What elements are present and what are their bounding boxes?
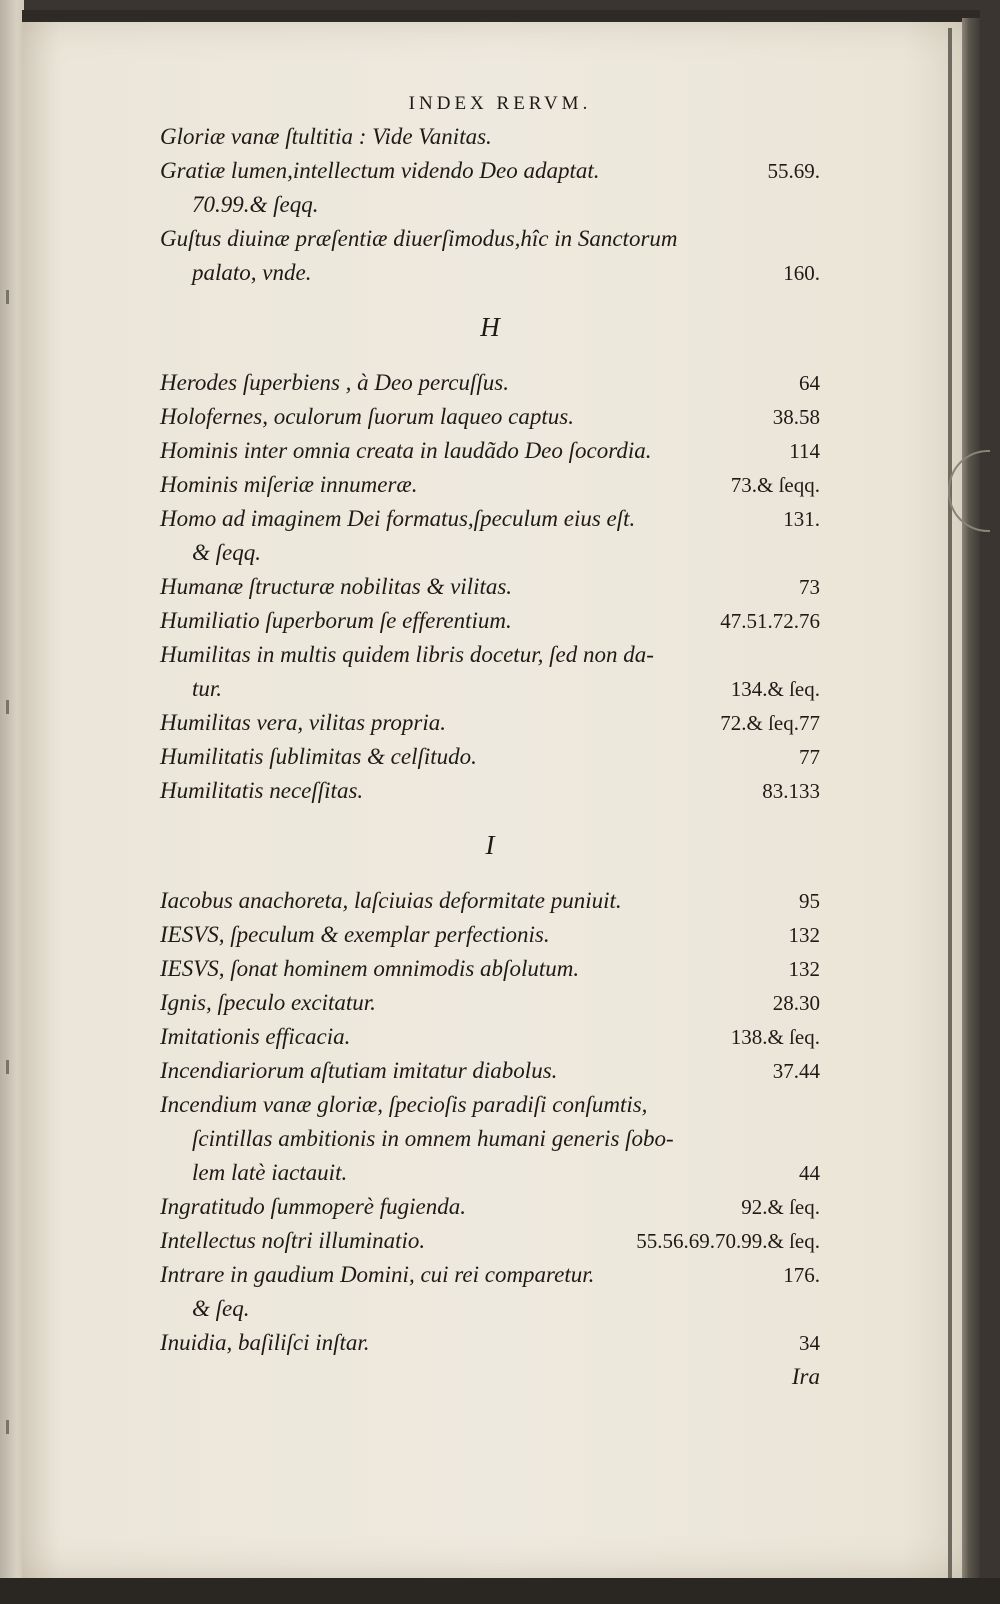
entry-term: Homo ad imaginem Dei formatus,ſpeculum eius eſt.: [160, 506, 636, 531]
index-entry: [160, 1224, 820, 1258]
index-text: [160, 88, 820, 1394]
edge-mark: [6, 290, 9, 304]
index-entry: [160, 154, 820, 222]
entry-pages: 47.51.72.76: [720, 609, 820, 633]
index-entry: [160, 740, 820, 774]
entry-term: Iacobus anachoreta, laſciuias deformitate puniuit.: [160, 888, 622, 913]
right-margin-line: [948, 28, 952, 1588]
entry-pages: 28.30: [772, 991, 820, 1015]
entry-pages: 92.& ſeq.: [741, 1195, 820, 1219]
entry-pages: 138.& ſeq.: [730, 1025, 820, 1049]
entry-term: Incendium vanæ gloriæ, ſpecioſis paradiſi conſumtis,: [160, 1092, 648, 1117]
entry-term: Incendiariorum aſtutiam imitatur diabolus.: [160, 1058, 558, 1083]
index-entry: [160, 638, 820, 706]
section-letter-i: I: [485, 830, 495, 860]
entry-pages: 72.& ſeq.77: [720, 711, 820, 735]
edge-mark: [6, 700, 9, 714]
entry-term: Inuidia, baſiliſci inſtar.: [160, 1330, 370, 1355]
entry-pages: 55.56.69.70.99.& ſeq.: [636, 1229, 820, 1253]
entry-term: Guſtus diuinæ præſentiæ diuerſimodus,hîc in Sanctorum: [160, 226, 678, 251]
index-entry: [160, 1258, 820, 1326]
entry-term: Hominis inter omnia creata in laudãdo Deo ſocordia.: [160, 438, 652, 463]
index-entry: [160, 468, 820, 502]
entry-term: Hominis miſeriæ innumeræ.: [160, 472, 418, 497]
index-entry: [160, 366, 820, 400]
edge-mark: [6, 1060, 9, 1074]
entry-pages: 132: [788, 923, 820, 947]
entry-term: Ingratitudo ſummoperè fugienda.: [160, 1194, 466, 1219]
entry-pages: 114: [789, 439, 820, 463]
entry-term: Humilitas in multis quidem libris docetur, ſed non da-: [160, 642, 654, 667]
entry-term: Intrare in gaudium Domini, cui rei comparetur.: [160, 1262, 595, 1287]
entry-term: Gratiæ lumen,intellectum videndo Deo adaptat.: [160, 158, 600, 183]
entry-term: IESVS, ſonat hominem omnimodis abſolutum.: [160, 956, 580, 981]
index-entry: [160, 1054, 820, 1088]
index-entry: [160, 434, 820, 468]
entry-term: Humiliatio ſuperborum ſe efferentium.: [160, 608, 512, 633]
entry-term: Humilitatis ſublimitas & celſitudo.: [160, 744, 477, 769]
entry-continuation: & ſeq.: [192, 1296, 250, 1321]
entry-continuation: palato, vnde.: [192, 260, 312, 285]
entry-pages: 134.& ſeq.: [730, 677, 820, 701]
index-entry: [160, 706, 820, 740]
entry-term: IESVS, ſpeculum & exemplar perfectionis.: [160, 922, 550, 947]
book-gutter: [0, 0, 24, 1604]
entry-pages: 38.58: [772, 405, 820, 429]
entry-pages: 77: [799, 745, 820, 769]
entry-continuation: 70.99.& ſeqq.: [192, 192, 319, 217]
entry-continuation: lem latè iactauit.: [192, 1160, 348, 1185]
entry-term: Ignis, ſpeculo excitatur.: [160, 990, 376, 1015]
index-entry: [160, 1020, 820, 1054]
entry-pages: 73.& ſeqq.: [730, 473, 820, 497]
index-entry: [160, 400, 820, 434]
entry-pages: 83.133: [762, 779, 820, 803]
entry-pages: 37.44: [772, 1059, 820, 1083]
entry-pages: 64: [799, 371, 820, 395]
entry-pages: 95: [799, 889, 820, 913]
entry-term: Intellectus noſtri illuminatio.: [160, 1228, 426, 1253]
bottom-edge: [0, 1578, 1000, 1604]
index-entry: [160, 918, 820, 952]
index-entry: [160, 884, 820, 918]
index-entry: [160, 222, 820, 290]
index-entry: [160, 774, 820, 808]
entry-pages: 160.: [783, 261, 820, 285]
index-entry: [160, 986, 820, 1020]
index-entry: [160, 120, 820, 154]
index-entry: [160, 1190, 820, 1224]
entry-pages: 176.: [783, 1263, 820, 1287]
section-letter-h: H: [480, 312, 500, 342]
entry-term: Herodes ſuperbiens , à Deo percuſſus.: [160, 370, 509, 395]
entry-term: Gloriæ vanæ ſtultitia : Vide Vanitas.: [160, 124, 492, 149]
entry-pages: 131.: [783, 507, 820, 531]
entry-term: Humilitatis neceſſitas.: [160, 778, 364, 803]
edge-mark: [6, 1420, 9, 1434]
entry-term: Holofernes, oculorum ſuorum laqueo captus.: [160, 404, 574, 429]
entry-pages: 34: [799, 1331, 820, 1355]
entry-term: Humanæ ſtructuræ nobilitas & vilitas.: [160, 574, 513, 599]
running-head: INDEX RERVM.: [408, 93, 592, 114]
entry-pages: 73: [799, 575, 820, 599]
index-entry: [160, 952, 820, 986]
index-entry: [160, 1326, 820, 1394]
entry-continuation: ſcintillas ambitionis in omnem humani generis ſobo-: [192, 1126, 674, 1151]
index-entry: [160, 1088, 820, 1190]
entry-pages: 132: [788, 957, 820, 981]
entry-continuation: tur.: [192, 676, 223, 701]
entry-continuation: & ſeqq.: [192, 540, 261, 565]
entry-term: Imitationis efficacia.: [160, 1024, 351, 1049]
page-fore-edge: [962, 18, 980, 1588]
index-entry: [160, 570, 820, 604]
index-entry: [160, 502, 820, 570]
entry-pages: 44: [799, 1161, 820, 1185]
entry-term: Humilitas vera, vilitas propria.: [160, 710, 447, 735]
catchword: Ira: [791, 1364, 820, 1389]
entry-pages: 55.69.: [767, 159, 820, 183]
top-edge: [22, 10, 980, 22]
index-entry: [160, 604, 820, 638]
